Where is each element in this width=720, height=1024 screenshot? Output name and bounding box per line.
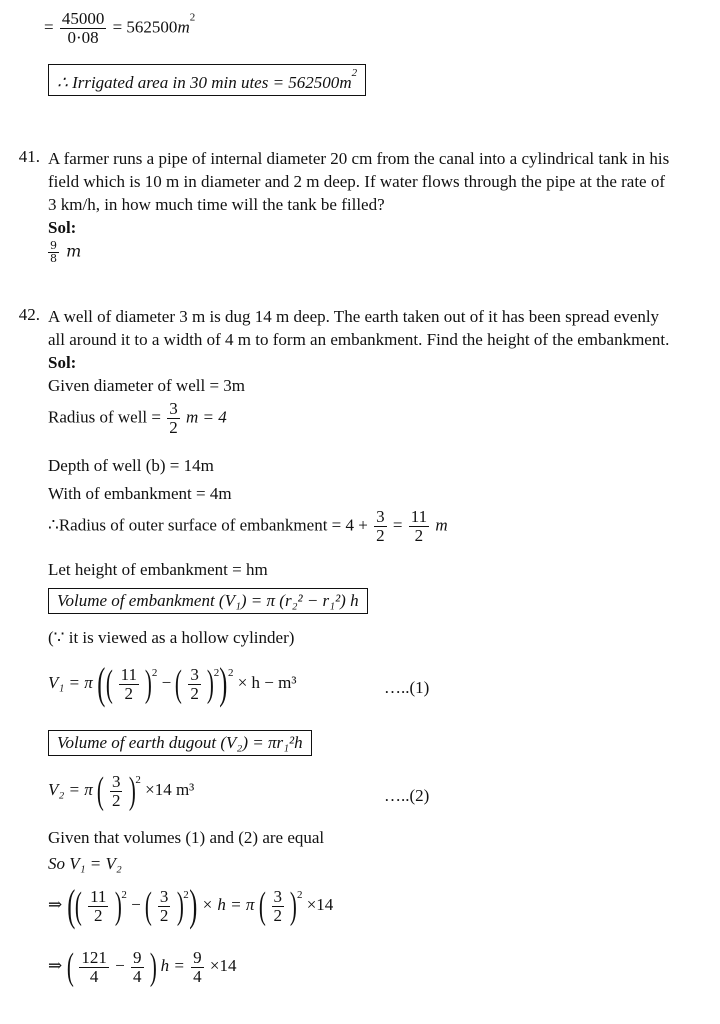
top-equation: = $\frac{45000}{0\cdot 08}$ = $562500m^2$ [44, 9, 196, 47]
v1-equals-v2-line: So V₁ = V₂ [48, 854, 122, 873]
equation-number-2: …..(2) [384, 786, 430, 805]
height-line: Let height of embankment = hm [48, 560, 268, 579]
equation-d: ⇒ ( $\frac{121}{4}$ − $\frac{9}{4}$ ) h = $\frac{9}{4}$ ×14 [48, 946, 237, 988]
answer-41: $\frac{9}{8}$ m [50, 239, 82, 265]
equation-number-1: …..(1) [384, 678, 430, 697]
sol-label: Sol: [48, 353, 77, 372]
question-41-text: A farmer runs a pipe of internal diameter 20 cm from the canal into a cylindrical tank in his field which is 10 m in diameter and 2 m deep. If water flows through the pipe at the rate of 3 km/h, in how much time will the tank be filled? Sol: [48, 149, 670, 237]
equation-c: ⇒ (( $\frac{11}{2}$ )$^2$ − ( $\frac{3}{2}$ )$^2$) × h = π ( $\frac{3}{2}$ )$^2$ ×14 [48, 881, 334, 930]
question-number-42: 42. [18, 305, 40, 324]
width-line: With of embankment = 4m [48, 484, 232, 503]
volume-earth-box: Volume of earth dugout (V₂) = πr₁²h [48, 730, 312, 756]
equation-v2: V₂ = π ( $\frac{3}{2}$ )$^2$ ×14 m³ [48, 770, 195, 812]
question-number-41: 41. [18, 147, 40, 166]
outer-radius-line: ∴Radius of outer surface of embankment = 4 + $\frac{3}{2}$ = $\frac{11}{2}$ m [48, 507, 448, 545]
because-line: (∵ it is viewed as a hollow cylinder) [48, 628, 295, 647]
equal-volumes-line: Given that volumes (1) and (2) are equal [48, 828, 325, 847]
fraction: $\frac{45000}{0\cdot 08}$ [61, 9, 105, 47]
irrigated-area-result-box: ∴ Irrigated area in 30 min utes = $562500m^2$ [48, 64, 366, 96]
question-42-text: A well of diameter 3 m is dug 14 m deep. The earth taken out of it has been spread evenly all around it to a width of 4 m to form an embankment. Find the height of the embankment. Sol: Given diameter of well = 3m [48, 307, 670, 395]
depth-line: Depth of well (b) = 14m [48, 456, 214, 475]
volume-embankment-box: Volume of embankment (V₁) = π (r₂² − r₁²) h [48, 588, 368, 614]
radius-line: Radius of well = $\frac{3}{2}$ m = 4 [48, 399, 227, 437]
sol-label: Sol: [48, 218, 77, 237]
equation-v1: V₁ = π (( $\frac{11}{2}$ )$^2$ − ( $\frac{3}{2}$ )$^2$)$^2$ × h − m³ [48, 659, 297, 708]
